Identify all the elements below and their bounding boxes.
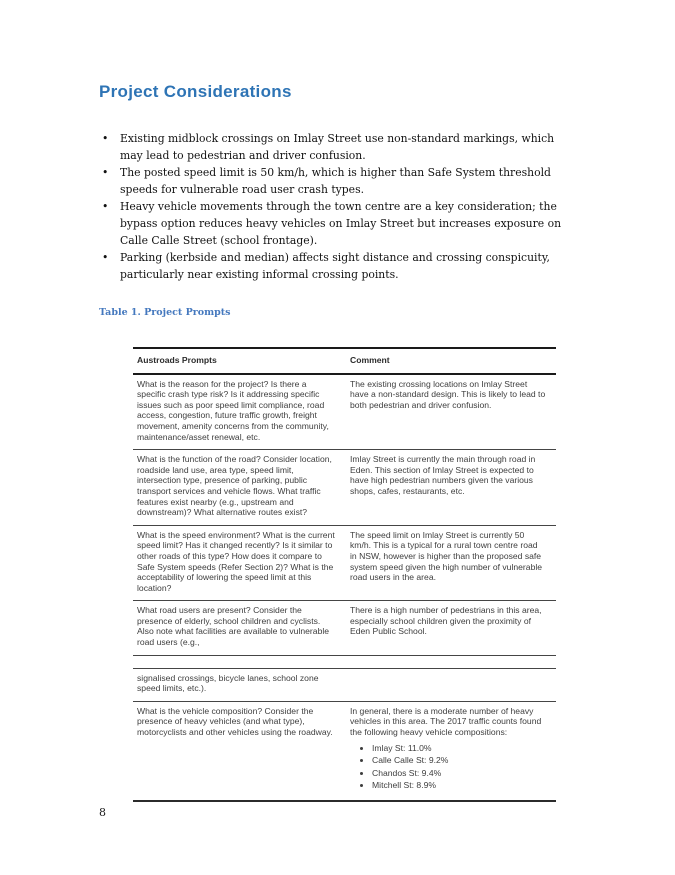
table-row	[133, 601, 556, 655]
prompt-cell: What is the vehicle composition? Consider the presence of heavy vehicles (and what type), motorcyclists and other vehicles using the roadway.	[137, 705, 333, 738]
page-title: Project Considerations	[99, 82, 292, 101]
comment-cell	[346, 450, 556, 525]
comment-bullet-item: • Chandos St: 9.4%	[372, 768, 546, 779]
consideration-bullet: • Parking (kerbside and median) affects sight distance and crossing conspicuity, particularly near existing informal crossing points.	[99, 249, 565, 283]
table-header-row	[133, 349, 556, 375]
column-header-austroads-prompts: Austroads Prompts	[137, 355, 217, 365]
prompt-cell: signalised crossings, bicycle lanes, school zone speed limits, etc.).	[137, 672, 319, 694]
table-body	[133, 375, 556, 802]
comment-text: Imlay Street is currently the main through road in Eden. This section of Imlay Street is expected to have high pedestrian numbers given the various shops, cafes, restaurants, etc.	[350, 454, 536, 496]
consideration-bullet: • The posted speed limit is 50 km/h, which is higher than Safe System threshold speeds for vulnerable road user crash types.	[99, 164, 565, 198]
comment-cell	[346, 526, 556, 601]
consideration-bullet: • Existing midblock crossings on Imlay Street use non-standard markings, which may lead to pedestrian and driver confusion.	[99, 130, 565, 164]
considerations-list	[99, 130, 565, 283]
comment-cell	[346, 375, 556, 450]
prompt-cell: What is the reason for the project? Is there a specific crash type risk? Is it addressing specific issues such as poor speed limit compliance, road access, congestion, future traffic growth, freight movement, amenity concerns from the community, maintenance/asset renewal, etc.	[137, 378, 329, 442]
comment-text: In general, there is a moderate number of heavy vehicles in this area. The 2017 traffic counts found the following heavy vehicle compositions:	[350, 705, 542, 738]
comment-bullet-item: • Mitchell St: 8.9%	[372, 780, 546, 791]
comment-cell	[346, 601, 556, 654]
consideration-bullet: • Heavy vehicle movements through the town centre are a key consideration; the bypass option reduces heavy vehicles on Imlay Street but increases exposure on Calle Calle Street (school frontage).	[99, 198, 565, 249]
table-row	[133, 375, 556, 451]
prompt-cell: What is the function of the road? Consider location, roadside land use, area type, speed limit, intersection type, presence of parking, public transport services and vehicle flows. What traffic features exist nearby (e.g., upstream and downstream)? What alternative routes exist?	[137, 454, 332, 518]
prompts-table	[133, 347, 556, 802]
comment-cell	[346, 702, 556, 800]
comment-cell	[346, 669, 556, 701]
comment-bullet-item: • Calle Calle St: 9.2%	[372, 755, 546, 766]
comment-bullet-list	[360, 743, 546, 791]
comment-bullet-item: • Imlay St: 11.0%	[372, 743, 546, 754]
comment-text: The existing crossing locations on Imlay Street have a non-standard design. This is likely to lead to both pedestrian and driver confusion.	[350, 378, 546, 410]
table-row	[133, 702, 556, 802]
table-row	[133, 668, 556, 702]
prompt-cell: What road users are present? Consider the presence of elderly, school children and cyclists. Also note what facilities are available to vulnerable road users (e.g.,	[137, 605, 330, 648]
page-number: 8	[99, 806, 106, 819]
comment-text: There is a high number of pedestrians in this area, especially school children given the proximity of Eden Public School.	[350, 605, 542, 637]
column-header-comment: Comment	[350, 355, 390, 365]
table-row	[133, 526, 556, 602]
table-caption: Table 1. Project Prompts	[99, 307, 231, 318]
prompt-cell: What is the speed environment? What is the current speed limit? Has it changed recently? Is it similar to other roads of this type? How does it compare to Safe System speeds (Refer Section 2)? What is the acceptability of lowering the speed limit at this location?	[137, 529, 335, 593]
table-row	[133, 450, 556, 526]
comment-text: The speed limit on Imlay Street is currently 50 km/h. This is a typical for a rural town centre road in NSW, however is higher than the proposed safe system speed given the high number of vulnerable road users in the area.	[350, 529, 543, 583]
